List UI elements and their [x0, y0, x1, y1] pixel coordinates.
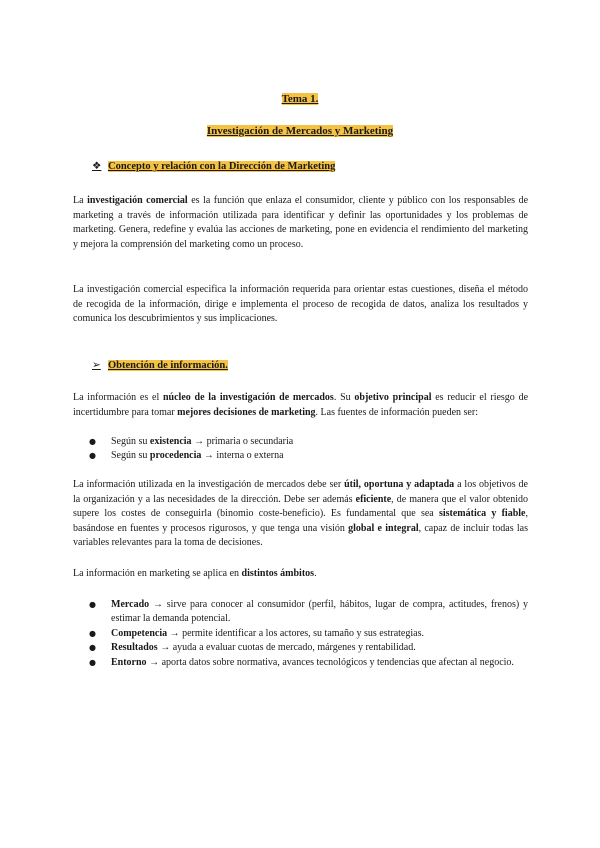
text-run: La información utilizada en la investigación de mercados debe ser — [73, 479, 345, 490]
text-run: La información en marketing se aplica en — [73, 568, 242, 579]
bold-term: investigación comercial — [87, 195, 188, 206]
ambitos-list — [73, 598, 528, 670]
text-run: , capaz de incluir todas las variables relevantes para la toma de decisiones. — [73, 522, 528, 549]
paragraph-ambitos-intro — [73, 567, 528, 582]
text-run: → aporta datos sobre normativa, avances tecnológicos y tendencias que afectan al negocio. — [146, 656, 514, 668]
text-run: es la función que enlaza el consumidor, cliente y público con los responsables de marketing a través de información utilizada para identificar y definir las oportunidades y los problemas de marketing. Genera, redefine y evalúa las acciones de marketing, pone en evidencia el rendimiento del marketing y mejora la comprensión del marketing como un proceso. — [73, 195, 529, 250]
doc-title-text: Tema 1. — [281, 93, 319, 105]
text-run: . Las fuentes de información pueden ser: — [315, 406, 478, 418]
bold-term: Competencia — [111, 627, 168, 639]
text-run: → primaria o secundaria — [191, 436, 294, 447]
bold-term: eficiente — [355, 493, 392, 505]
text-run: . — [314, 568, 317, 579]
text-run: Según su — [111, 450, 150, 462]
text-run: , basándose en fuentes y procesos rigurosos, y que tenga una visión — [73, 508, 528, 534]
bold-term: Mercado — [111, 599, 150, 610]
list-item — [73, 627, 528, 641]
list-item — [73, 598, 528, 627]
section-heading-obtencion — [92, 359, 228, 371]
text-run: La — [73, 195, 88, 206]
arrow-bullet-icon: ➢ — [92, 360, 101, 371]
section-heading-text: Concepto y relación con la Dirección de Marketing — [108, 161, 336, 172]
paragraph-especifica: La investigación comercial especifica la información requerida para orientar estas cuestiones, diseña el método de recogida de la información, dirige e implementa el proceso de recogida de datos, analiza los resultados y comunica los descubrimientos y sus implicaciones. — [73, 284, 528, 325]
doc-subtitle-text: Investigación de Mercados y Marketing — [206, 125, 394, 137]
bold-term: existencia — [149, 436, 192, 447]
bold-term: sistemática y fiable — [438, 508, 526, 520]
section-heading-text: Obtención de información. — [108, 360, 228, 371]
bold-term: global e integral — [348, 522, 419, 534]
text-run: . Su — [333, 392, 355, 403]
text-run: → ayuda a evaluar cuotas de mercado, márgenes y rentabilidad. — [157, 642, 416, 654]
bold-term: Resultados — [111, 642, 158, 654]
section-heading-concepto — [92, 160, 335, 172]
bold-term: procedencia — [149, 450, 202, 462]
list-item — [73, 656, 528, 670]
diamond-bullet-icon: ❖ — [92, 161, 102, 172]
list-item — [73, 449, 528, 463]
text-run: → permite identificar a los actores, su tamaño y sus estrategias. — [167, 627, 424, 639]
bold-term: distintos ámbitos — [241, 568, 315, 579]
doc-subtitle — [0, 125, 600, 137]
fuentes-list — [73, 435, 528, 464]
paragraph-util-oportuna — [73, 478, 528, 551]
paragraph-investigacion-comercial — [73, 194, 528, 252]
paragraph-nucleo — [73, 391, 528, 420]
bold-term: útil, oportuna y adaptada — [344, 479, 455, 490]
text-run: , de manera que el valor obtenido supere los costes de conseguirla (binomio coste-beneficio). Es fundamental que sea — [73, 493, 528, 520]
bold-term: núcleo de la investigación de mercados — [163, 392, 334, 403]
text-run: → sirve para conocer al consumidor (perfil, hábitos, lugar de compra, actitudes, frenos) y estimar la demanda potencial. — [111, 599, 528, 625]
bold-term: Entorno — [111, 656, 147, 668]
text-run: a los objetivos de la organización y a las necesidades de la dirección. Debe ser además — [73, 479, 528, 505]
text-run: La información es el — [73, 392, 163, 403]
list-item — [73, 435, 528, 449]
text-run: es reducir el riesgo de incertidumbre para tomar — [73, 392, 529, 418]
bold-term: mejores decisiones de marketing — [177, 406, 316, 418]
list-item — [73, 641, 528, 655]
text-run: Según su — [111, 436, 150, 447]
doc-title — [0, 93, 600, 105]
text-run: → interna o externa — [201, 450, 284, 462]
bold-term: objetivo principal — [354, 392, 432, 403]
